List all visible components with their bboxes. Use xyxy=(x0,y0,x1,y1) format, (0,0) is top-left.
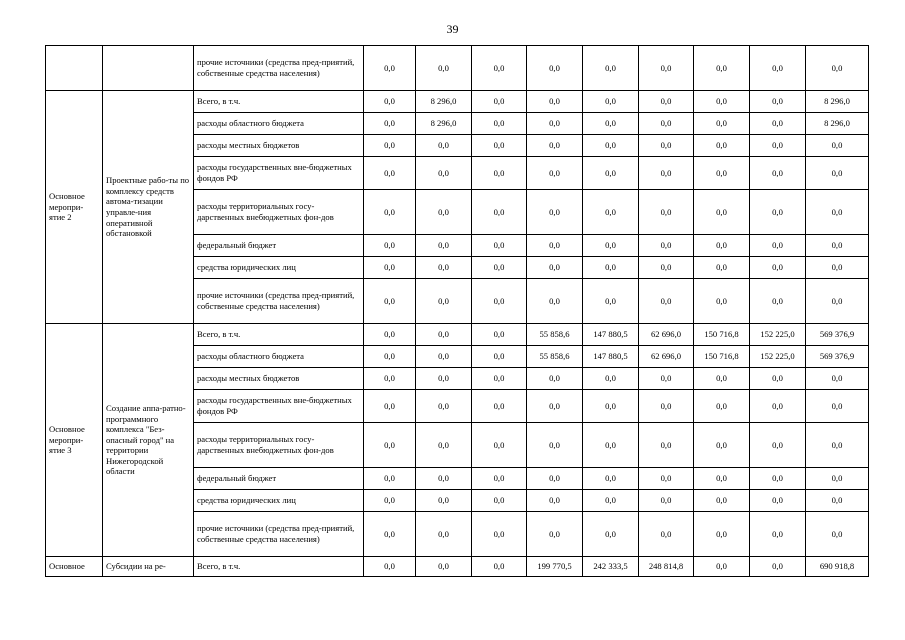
value-cell: 0,0 xyxy=(750,423,806,468)
value-cell: 0,0 xyxy=(364,346,416,368)
value-cell: 0,0 xyxy=(806,423,869,468)
value-cell: 62 696,0 xyxy=(639,346,694,368)
value-cell: 0,0 xyxy=(416,135,472,157)
value-cell: 0,0 xyxy=(416,557,472,577)
value-cell: 0,0 xyxy=(694,490,750,512)
value-cell: 0,0 xyxy=(364,190,416,235)
budget-table xyxy=(45,45,869,577)
value-cell: 0,0 xyxy=(694,235,750,257)
table-body xyxy=(46,46,869,577)
value-cell: 0,0 xyxy=(639,468,694,490)
value-cell: 0,0 xyxy=(472,468,527,490)
value-cell: 0,0 xyxy=(806,279,869,324)
value-cell: 0,0 xyxy=(472,279,527,324)
funding-source-cell: расходы государственных вне-бюджетных фондов РФ xyxy=(194,390,364,423)
value-cell: 0,0 xyxy=(527,423,583,468)
value-cell: 0,0 xyxy=(583,113,639,135)
value-cell: 0,0 xyxy=(527,157,583,190)
value-cell: 0,0 xyxy=(694,557,750,577)
value-cell: 0,0 xyxy=(527,468,583,490)
value-cell: 147 880,5 xyxy=(583,324,639,346)
value-cell: 0,0 xyxy=(364,135,416,157)
value-cell: 0,0 xyxy=(639,135,694,157)
value-cell: 0,0 xyxy=(806,490,869,512)
value-cell: 0,0 xyxy=(583,46,639,91)
value-cell: 0,0 xyxy=(750,190,806,235)
value-cell: 0,0 xyxy=(416,390,472,423)
value-cell: 8 296,0 xyxy=(806,91,869,113)
value-cell: 0,0 xyxy=(806,135,869,157)
value-cell: 0,0 xyxy=(416,157,472,190)
value-cell: 0,0 xyxy=(472,235,527,257)
value-cell: 152 225,0 xyxy=(750,324,806,346)
value-cell: 0,0 xyxy=(694,390,750,423)
value-cell: 0,0 xyxy=(364,423,416,468)
value-cell: 0,0 xyxy=(472,135,527,157)
funding-source-cell: прочие источники (средства пред-приятий, собственные средства населения) xyxy=(194,279,364,324)
value-cell: 0,0 xyxy=(364,257,416,279)
page-number: 39 xyxy=(446,22,459,36)
event-cell xyxy=(46,46,103,91)
value-cell: 0,0 xyxy=(364,113,416,135)
value-cell: 0,0 xyxy=(364,490,416,512)
value-cell: 569 376,9 xyxy=(806,346,869,368)
value-cell: 0,0 xyxy=(694,46,750,91)
value-cell: 0,0 xyxy=(527,257,583,279)
value-cell: 0,0 xyxy=(364,324,416,346)
value-cell: 0,0 xyxy=(416,490,472,512)
value-cell: 0,0 xyxy=(472,91,527,113)
value-cell: 150 716,8 xyxy=(694,324,750,346)
funding-source-cell: средства юридических лиц xyxy=(194,257,364,279)
table-row xyxy=(46,91,869,113)
value-cell: 0,0 xyxy=(806,512,869,557)
value-cell: 0,0 xyxy=(583,512,639,557)
value-cell: 0,0 xyxy=(416,468,472,490)
value-cell: 8 296,0 xyxy=(416,91,472,113)
value-cell: 569 376,9 xyxy=(806,324,869,346)
value-cell: 0,0 xyxy=(472,257,527,279)
event-name-cell xyxy=(103,46,194,91)
value-cell: 0,0 xyxy=(583,279,639,324)
value-cell: 0,0 xyxy=(364,390,416,423)
value-cell: 248 814,8 xyxy=(639,557,694,577)
value-cell: 0,0 xyxy=(694,257,750,279)
value-cell: 0,0 xyxy=(527,390,583,423)
funding-source-cell: Всего, в т.ч. xyxy=(194,91,364,113)
value-cell: 0,0 xyxy=(806,390,869,423)
funding-source-cell: расходы государственных вне-бюджетных фондов РФ xyxy=(194,157,364,190)
value-cell: 0,0 xyxy=(750,512,806,557)
value-cell: 0,0 xyxy=(583,190,639,235)
value-cell: 0,0 xyxy=(639,46,694,91)
value-cell: 0,0 xyxy=(416,512,472,557)
value-cell: 0,0 xyxy=(364,468,416,490)
value-cell: 55 858,6 xyxy=(527,324,583,346)
value-cell: 0,0 xyxy=(527,46,583,91)
funding-source-cell: федеральный бюджет xyxy=(194,468,364,490)
value-cell: 0,0 xyxy=(527,490,583,512)
value-cell: 0,0 xyxy=(639,113,694,135)
value-cell: 0,0 xyxy=(416,324,472,346)
event-name-cell: Проектные рабо-ты по комплексу средств автома-тизации управле-ния оперативной обстановкой xyxy=(103,91,194,324)
value-cell: 0,0 xyxy=(750,46,806,91)
value-cell: 0,0 xyxy=(527,113,583,135)
value-cell: 0,0 xyxy=(416,423,472,468)
funding-source-cell: расходы областного бюджета xyxy=(194,346,364,368)
table-row xyxy=(46,557,869,577)
value-cell: 0,0 xyxy=(694,279,750,324)
value-cell: 0,0 xyxy=(527,279,583,324)
value-cell: 0,0 xyxy=(364,279,416,324)
value-cell: 0,0 xyxy=(806,468,869,490)
value-cell: 0,0 xyxy=(750,490,806,512)
value-cell: 0,0 xyxy=(806,46,869,91)
value-cell: 0,0 xyxy=(472,368,527,390)
value-cell: 0,0 xyxy=(639,235,694,257)
event-name-cell: Создание аппа-ратно-программного комплекса "Без-опасный город" на территории Нижегородской области xyxy=(103,324,194,557)
value-cell: 0,0 xyxy=(527,512,583,557)
value-cell: 0,0 xyxy=(416,368,472,390)
table-row xyxy=(46,324,869,346)
value-cell: 0,0 xyxy=(750,368,806,390)
value-cell: 0,0 xyxy=(364,235,416,257)
value-cell: 0,0 xyxy=(806,235,869,257)
value-cell: 0,0 xyxy=(583,468,639,490)
value-cell: 0,0 xyxy=(750,91,806,113)
funding-source-cell: прочие источники (средства пред-приятий, собственные средства населения) xyxy=(194,512,364,557)
value-cell: 0,0 xyxy=(639,390,694,423)
value-cell: 62 696,0 xyxy=(639,324,694,346)
value-cell: 0,0 xyxy=(694,91,750,113)
value-cell: 199 770,5 xyxy=(527,557,583,577)
value-cell: 0,0 xyxy=(694,368,750,390)
value-cell: 8 296,0 xyxy=(806,113,869,135)
value-cell: 0,0 xyxy=(472,346,527,368)
value-cell: 0,0 xyxy=(694,113,750,135)
value-cell: 147 880,5 xyxy=(583,346,639,368)
value-cell: 0,0 xyxy=(694,423,750,468)
value-cell: 0,0 xyxy=(694,157,750,190)
value-cell: 0,0 xyxy=(639,190,694,235)
funding-source-cell: расходы территориальных госу-дарственных внебюджетных фон-дов xyxy=(194,190,364,235)
funding-source-cell: Всего, в т.ч. xyxy=(194,557,364,577)
value-cell: 150 716,8 xyxy=(694,346,750,368)
value-cell: 0,0 xyxy=(364,91,416,113)
value-cell: 0,0 xyxy=(750,390,806,423)
value-cell: 0,0 xyxy=(527,190,583,235)
value-cell: 0,0 xyxy=(750,557,806,577)
value-cell: 242 333,5 xyxy=(583,557,639,577)
value-cell: 0,0 xyxy=(750,113,806,135)
value-cell: 0,0 xyxy=(527,91,583,113)
value-cell: 0,0 xyxy=(806,190,869,235)
value-cell: 0,0 xyxy=(694,190,750,235)
event-cell: Основное меропри-ятие 2 xyxy=(46,91,103,324)
value-cell: 0,0 xyxy=(583,490,639,512)
value-cell: 0,0 xyxy=(583,235,639,257)
funding-source-cell: расходы местных бюджетов xyxy=(194,368,364,390)
value-cell: 0,0 xyxy=(472,390,527,423)
value-cell: 0,0 xyxy=(583,91,639,113)
value-cell: 0,0 xyxy=(472,157,527,190)
value-cell: 0,0 xyxy=(639,490,694,512)
value-cell: 0,0 xyxy=(472,190,527,235)
value-cell: 0,0 xyxy=(416,346,472,368)
value-cell: 0,0 xyxy=(750,257,806,279)
value-cell: 0,0 xyxy=(583,135,639,157)
value-cell: 0,0 xyxy=(639,157,694,190)
funding-source-cell: расходы областного бюджета xyxy=(194,113,364,135)
value-cell: 0,0 xyxy=(639,91,694,113)
value-cell: 0,0 xyxy=(583,257,639,279)
value-cell: 55 858,6 xyxy=(527,346,583,368)
value-cell: 0,0 xyxy=(472,46,527,91)
value-cell: 8 296,0 xyxy=(416,113,472,135)
value-cell: 0,0 xyxy=(583,423,639,468)
value-cell: 690 918,8 xyxy=(806,557,869,577)
value-cell: 0,0 xyxy=(364,368,416,390)
value-cell: 0,0 xyxy=(527,368,583,390)
value-cell: 0,0 xyxy=(750,235,806,257)
value-cell: 0,0 xyxy=(639,368,694,390)
funding-source-cell: прочие источники (средства пред-приятий, собственные средства населения) xyxy=(194,46,364,91)
value-cell: 0,0 xyxy=(364,157,416,190)
value-cell: 0,0 xyxy=(364,557,416,577)
value-cell: 0,0 xyxy=(639,423,694,468)
table-row xyxy=(46,46,869,91)
value-cell: 0,0 xyxy=(583,390,639,423)
value-cell: 0,0 xyxy=(416,190,472,235)
funding-source-cell: расходы местных бюджетов xyxy=(194,135,364,157)
value-cell: 0,0 xyxy=(416,279,472,324)
funding-source-cell: федеральный бюджет xyxy=(194,235,364,257)
value-cell: 0,0 xyxy=(472,113,527,135)
value-cell: 0,0 xyxy=(472,423,527,468)
value-cell: 0,0 xyxy=(639,279,694,324)
value-cell: 0,0 xyxy=(416,235,472,257)
value-cell: 0,0 xyxy=(806,157,869,190)
value-cell: 0,0 xyxy=(639,512,694,557)
value-cell: 0,0 xyxy=(364,46,416,91)
funding-source-cell: средства юридических лиц xyxy=(194,490,364,512)
value-cell: 0,0 xyxy=(583,157,639,190)
value-cell: 0,0 xyxy=(806,368,869,390)
funding-source-cell: Всего, в т.ч. xyxy=(194,324,364,346)
funding-source-cell: расходы территориальных госу-дарственных внебюджетных фон-дов xyxy=(194,423,364,468)
value-cell: 0,0 xyxy=(750,279,806,324)
value-cell: 0,0 xyxy=(364,512,416,557)
event-name-cell: Субсидии на ре- xyxy=(103,557,194,577)
value-cell: 0,0 xyxy=(639,257,694,279)
value-cell: 0,0 xyxy=(583,368,639,390)
value-cell: 0,0 xyxy=(750,468,806,490)
value-cell: 0,0 xyxy=(416,46,472,91)
value-cell: 0,0 xyxy=(750,157,806,190)
value-cell: 0,0 xyxy=(750,135,806,157)
value-cell: 0,0 xyxy=(416,257,472,279)
value-cell: 0,0 xyxy=(472,512,527,557)
value-cell: 0,0 xyxy=(472,557,527,577)
value-cell: 152 225,0 xyxy=(750,346,806,368)
event-cell: Основное xyxy=(46,557,103,577)
event-cell: Основное меропри-ятие 3 xyxy=(46,324,103,557)
value-cell: 0,0 xyxy=(472,490,527,512)
value-cell: 0,0 xyxy=(694,468,750,490)
value-cell: 0,0 xyxy=(472,324,527,346)
value-cell: 0,0 xyxy=(694,135,750,157)
value-cell: 0,0 xyxy=(806,257,869,279)
value-cell: 0,0 xyxy=(527,135,583,157)
value-cell: 0,0 xyxy=(694,512,750,557)
value-cell: 0,0 xyxy=(527,235,583,257)
